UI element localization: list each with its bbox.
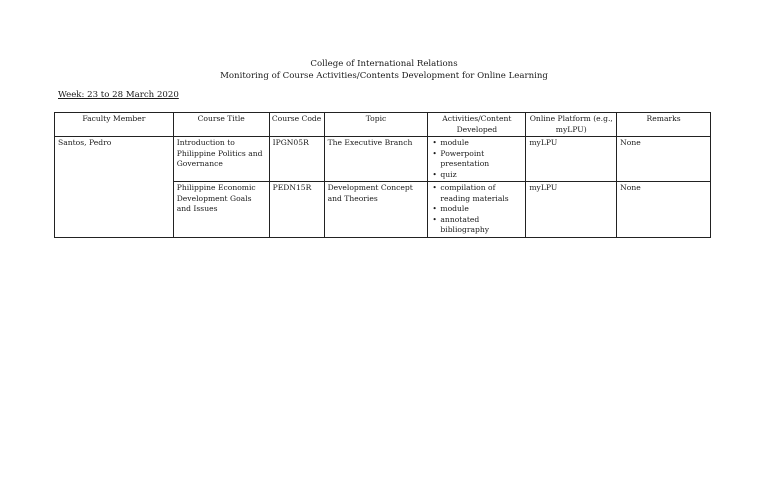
cell-remarks: None [617,182,711,238]
cell-platform: myLPU [526,137,617,182]
document-header [0,58,768,82]
list-item: • compilation of reading materials [431,183,522,204]
cell-course-title: Introduction to Philippine Politics and Governance [173,137,269,182]
cell-course-title: Philippine Economic Development Goals and Issues [173,182,269,238]
cell-course-code: PEDN15R [269,182,324,238]
activities-list [431,138,522,180]
cell-activities [428,182,526,238]
cell-remarks: None [617,137,711,182]
week-label: Week: 23 to 28 March 2020 [58,90,179,100]
list-item: • Powerpoint presentation [431,149,522,170]
header-platform: Online Platform (e.g., myLPU) [526,113,617,137]
cell-topic: The Executive Branch [324,137,428,182]
cell-activities [428,137,526,182]
header-course-code: Course Code [269,113,324,137]
header-activities: Activities/Content Developed [428,113,526,137]
list-item: • module [431,204,522,215]
header-course-title: Course Title [173,113,269,137]
cell-faculty: Santos, Pedro [55,137,174,238]
monitoring-table [54,112,711,238]
college-name: College of International Relations [310,59,458,69]
document-title: Monitoring of Course Activities/Contents Development for Online Learning [220,71,548,81]
cell-topic: Development Concept and Theories [324,182,428,238]
cell-platform: myLPU [526,182,617,238]
list-item: • quiz [431,170,522,181]
header-topic: Topic [324,113,428,137]
cell-course-code: IPGN05R [269,137,324,182]
list-item: • annotated bibliography [431,215,522,236]
list-item: • module [431,138,522,149]
activities-list [431,183,522,236]
header-faculty: Faculty Member [55,113,174,137]
header-remarks: Remarks [617,113,711,137]
table-row [55,137,711,182]
table-header-row [55,113,711,137]
